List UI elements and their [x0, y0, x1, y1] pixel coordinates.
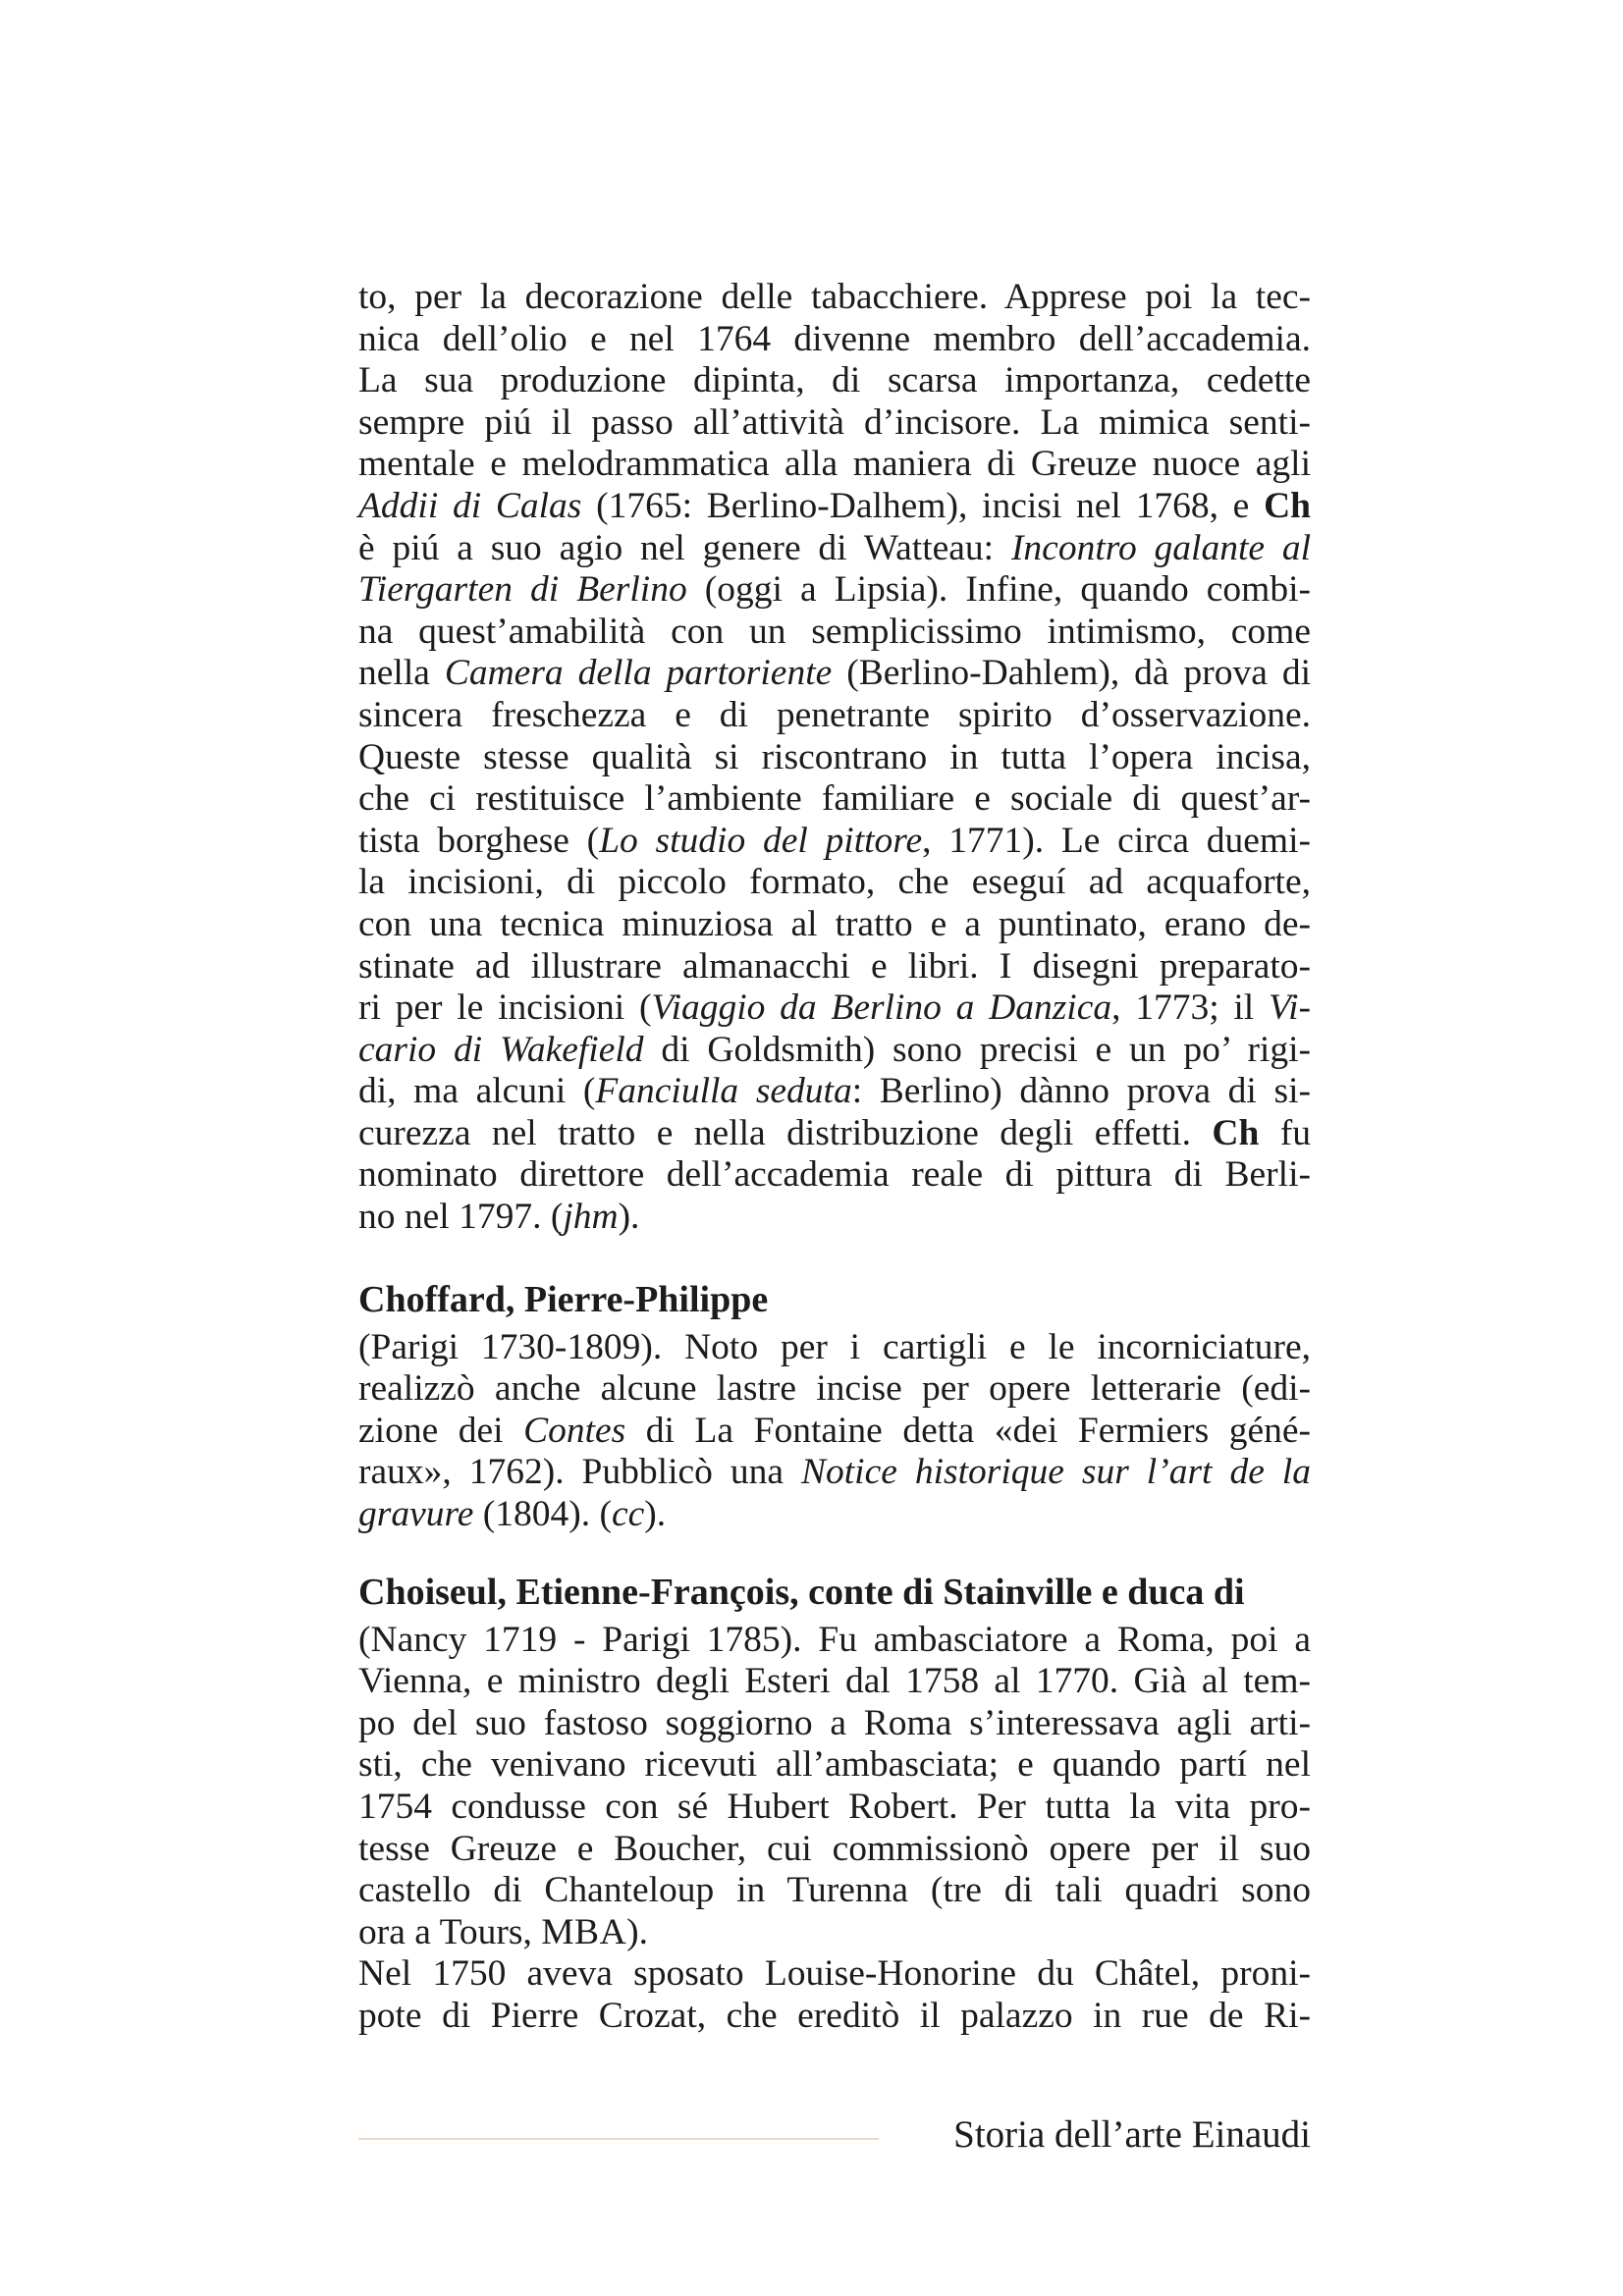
- text-run: ri per le incisioni (: [358, 988, 652, 1029]
- text-line: na quest’amabilità con un semplicissimo intimismo, come: [358, 611, 1311, 652]
- text-line: [358, 988, 1311, 1030]
- artwork-title: cario di Wakefield: [358, 1029, 644, 1070]
- entry-text-choiseul-continued: [358, 1953, 1311, 2037]
- text-run: (1804). (: [473, 1494, 612, 1535]
- text-line: to, per la decorazione delle tabacchiere. Apprese poi la tec-: [358, 277, 1311, 317]
- text-line: 1754 condusse con sé Hubert Robert. Per tutta la vita pro-: [358, 1787, 1311, 1827]
- text-line: [358, 1030, 1311, 1072]
- text-line: (Parigi 1730-1809). Noto per i cartigli e le incorniciature,: [358, 1326, 1311, 1367]
- text-line: castello di Chanteloup in Turenna (tre di tali quadri sono: [358, 1870, 1311, 1911]
- text-run: ).: [618, 1197, 640, 1238]
- text-line: [358, 1113, 1311, 1155]
- entry-title-choffard: Choffard, Pierre-Philippe: [358, 1278, 769, 1320]
- text-run: nella: [358, 653, 445, 694]
- text-run: : Berlino) dànno prova di si-: [851, 1071, 1311, 1112]
- text-run: (Berlino-Dahlem), dà prova di: [832, 653, 1311, 694]
- text-run: ).: [644, 1494, 667, 1535]
- author-initials: jhm: [563, 1197, 619, 1238]
- text-line: [358, 653, 1311, 695]
- text-line: che ci restituisce l’ambiente familiare e sociale di quest’ar-: [358, 778, 1311, 820]
- text-run: di, ma alcuni (: [358, 1071, 596, 1112]
- page-footer: [358, 2110, 1311, 2160]
- text-run: fu: [1259, 1112, 1311, 1153]
- text-line: [358, 569, 1311, 612]
- page-body: [358, 277, 1311, 2038]
- text-run: , 1771). Le circa duemi-: [922, 820, 1311, 861]
- text-line: [358, 1452, 1311, 1494]
- text-line: po del suo fastoso soggiorno a Roma s’interessava agli arti-: [358, 1702, 1311, 1743]
- text-line: nica dell’olio e nel 1764 divenne membro dell’accademia.: [358, 318, 1311, 359]
- text-run: ora a Tours,: [358, 1911, 542, 1952]
- artwork-title: Vi-: [1268, 988, 1311, 1029]
- text-line: Queste stesse qualità si riscontrano in tutta l’opera incisa,: [358, 736, 1311, 777]
- text-line: sti, che venivano ricevuti all’ambasciata; e quando partí nel: [358, 1744, 1311, 1786]
- entry-title-choiseul: Choiseul, Etienne-François, conte di Stainville e duca di: [358, 1571, 1245, 1613]
- text-run: di La Fontaine detta «dei Fermiers géné-: [625, 1410, 1311, 1451]
- text-line: con una tecnica minuziosa al tratto e a puntinato, erano de-: [358, 903, 1311, 944]
- text-run: è piú a suo agio nel genere di Watteau:: [358, 527, 1011, 568]
- text-run: raux», 1762). Pubblicò una: [358, 1452, 801, 1493]
- artwork-title: Tiergarten di Berlino: [358, 569, 687, 611]
- text-line: [358, 1071, 1311, 1113]
- text-line: pote di Pierre Crozat, che ereditò il palazzo in rue de Ri-: [358, 1995, 1311, 2036]
- text-line: nominato direttore dell’accademia reale di pittura di Berli-: [358, 1154, 1311, 1196]
- text-line: [358, 1912, 1311, 1954]
- artwork-title: gravure: [358, 1494, 474, 1535]
- artist-abbreviation: Ch: [1264, 485, 1311, 526]
- text-run: (oggi a Lipsia). Infine, quando combi-: [686, 569, 1311, 611]
- artist-abbreviation: Ch: [1212, 1112, 1260, 1153]
- artwork-title: Addii di Calas: [358, 485, 582, 526]
- artwork-title: Contes: [523, 1410, 626, 1451]
- text-line: [358, 1411, 1311, 1453]
- text-run: (1765: Berlino-Dalhem), incisi nel 1768, e: [581, 485, 1265, 526]
- text-run: curezza nel tratto e nella distribuzione degli effetti.: [358, 1112, 1213, 1153]
- entry-text-choiseul: [358, 1620, 1311, 1954]
- artwork-title: Fanciulla seduta: [595, 1071, 852, 1112]
- text-line: Nel 1750 aveva sposato Louise-Honorine du Châtel, proni-: [358, 1953, 1311, 1995]
- text-line: sincera freschezza e di penetrante spirito d’osservazione.: [358, 694, 1311, 735]
- text-run: , 1773; il: [1111, 988, 1269, 1029]
- footer-rule: [358, 2138, 879, 2140]
- entry-text-choffard: [358, 1327, 1311, 1536]
- text-run: di Goldsmith) sono precisi e un po’ rigi-: [643, 1029, 1312, 1070]
- artwork-title: Lo studio del pittore: [599, 820, 923, 861]
- artwork-title: Notice historique sur l’art de la: [800, 1452, 1311, 1493]
- text-line: [358, 486, 1311, 528]
- artwork-title: Incontro galante al: [1010, 527, 1312, 568]
- text-run: zione dei: [358, 1410, 524, 1451]
- author-initials: cc: [611, 1494, 645, 1535]
- text-line: realizzò anche alcune lastre incise per opere letterarie (edi-: [358, 1368, 1311, 1410]
- artwork-title: Camera della partoriente: [444, 653, 833, 694]
- text-line: [358, 821, 1311, 863]
- text-line: (Nancy 1719 - Parigi 1785). Fu ambasciatore a Roma, poi a: [358, 1619, 1311, 1660]
- museum-abbreviation: MBA: [541, 1911, 627, 1952]
- text-line: sempre piú il passo all’attività d’incisore. La mimica senti-: [358, 401, 1311, 443]
- text-run: ).: [626, 1911, 649, 1952]
- text-line: [358, 1197, 1311, 1239]
- text-line: tesse Greuze e Boucher, cui commissionò opere per il suo: [358, 1828, 1311, 1869]
- text-line: [358, 1494, 1311, 1536]
- text-run: tista borghese (: [358, 820, 600, 861]
- artwork-title: Viaggio da Berlino a Danzica: [651, 988, 1112, 1029]
- text-line: mentale e melodrammatica alla maniera di Greuze nuoce agli: [358, 444, 1311, 485]
- text-line: la incisioni, di piccolo formato, che eseguí ad acquaforte,: [358, 862, 1311, 903]
- text-run: no nel 1797. (: [358, 1197, 564, 1238]
- entry-text-continued: [358, 277, 1311, 1239]
- footer-publication-title: Storia dell’arte Einaudi: [953, 2113, 1311, 2156]
- text-line: La sua produzione dipinta, di scarsa importanza, cedette: [358, 360, 1311, 401]
- text-line: [358, 528, 1311, 570]
- text-line: stinate ad illustrare almanacchi e libri. I disegni preparato-: [358, 945, 1311, 987]
- text-line: Vienna, e ministro degli Esteri dal 1758 al 1770. Già al tem-: [358, 1661, 1311, 1702]
